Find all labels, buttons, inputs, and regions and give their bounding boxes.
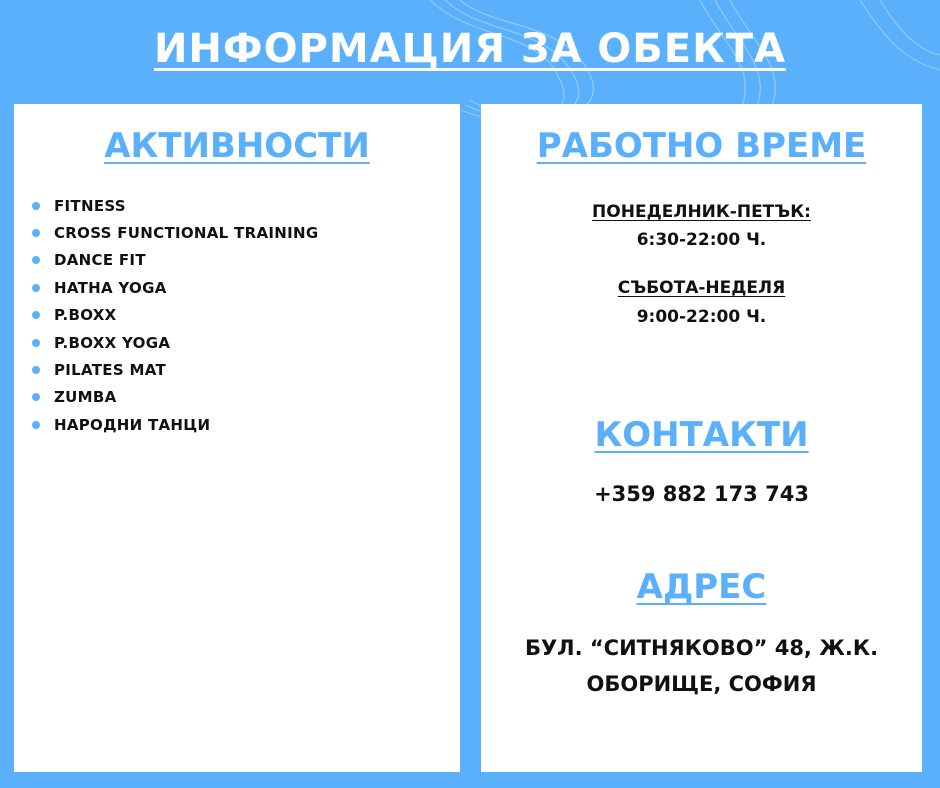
activities-panel: [14, 104, 460, 772]
bullet-icon: [32, 393, 40, 401]
list-item: P.BOXX: [32, 302, 318, 329]
bullet-icon: [32, 284, 40, 292]
contacts-heading: КОНТАКТИ: [594, 415, 809, 455]
info-panel: [481, 104, 922, 772]
bullet-icon: [32, 202, 40, 210]
activities-list: [32, 192, 318, 439]
page-title: ИНФОРМАЦИЯ ЗА ОБЕКТА: [153, 26, 787, 72]
address-heading: АДРЕС: [636, 567, 767, 607]
list-item: P.BOXX YOGA: [32, 329, 318, 356]
list-item: FITNESS: [32, 192, 318, 219]
phone-number: +359 882 173 743: [594, 482, 809, 506]
list-item: HATHA YOGA: [32, 274, 318, 301]
activities-heading: АКТИВНОСТИ: [104, 126, 370, 166]
bullet-icon: [32, 229, 40, 237]
bullet-icon: [32, 311, 40, 319]
bullet-icon: [32, 366, 40, 374]
weekend-label: СЪБОТА-НЕДЕЛЯ: [617, 278, 786, 298]
weekend-time: 9:00-22:00 Ч.: [636, 307, 767, 327]
list-item: НАРОДНИ ТАНЦИ: [32, 411, 318, 438]
weekdays-label: ПОНЕДЕЛНИК-ПЕТЪК:: [592, 202, 811, 222]
hours-heading: РАБОТНО ВРЕМЕ: [536, 126, 867, 166]
address-line-2: ОБОРИЩЕ, СОФИЯ: [586, 672, 817, 696]
weekdays-time: 6:30-22:00 Ч.: [636, 230, 767, 250]
list-item: ZUMBA: [32, 384, 318, 411]
bullet-icon: [32, 421, 40, 429]
list-item: PILATES MAT: [32, 356, 318, 383]
list-item: DANCE FIT: [32, 247, 318, 274]
list-item: CROSS FUNCTIONAL TRAINING: [32, 219, 318, 246]
bullet-icon: [32, 339, 40, 347]
bullet-icon: [32, 256, 40, 264]
address-line-1: БУЛ. “СИТНЯКОВО” 48, Ж.К.: [524, 636, 879, 660]
